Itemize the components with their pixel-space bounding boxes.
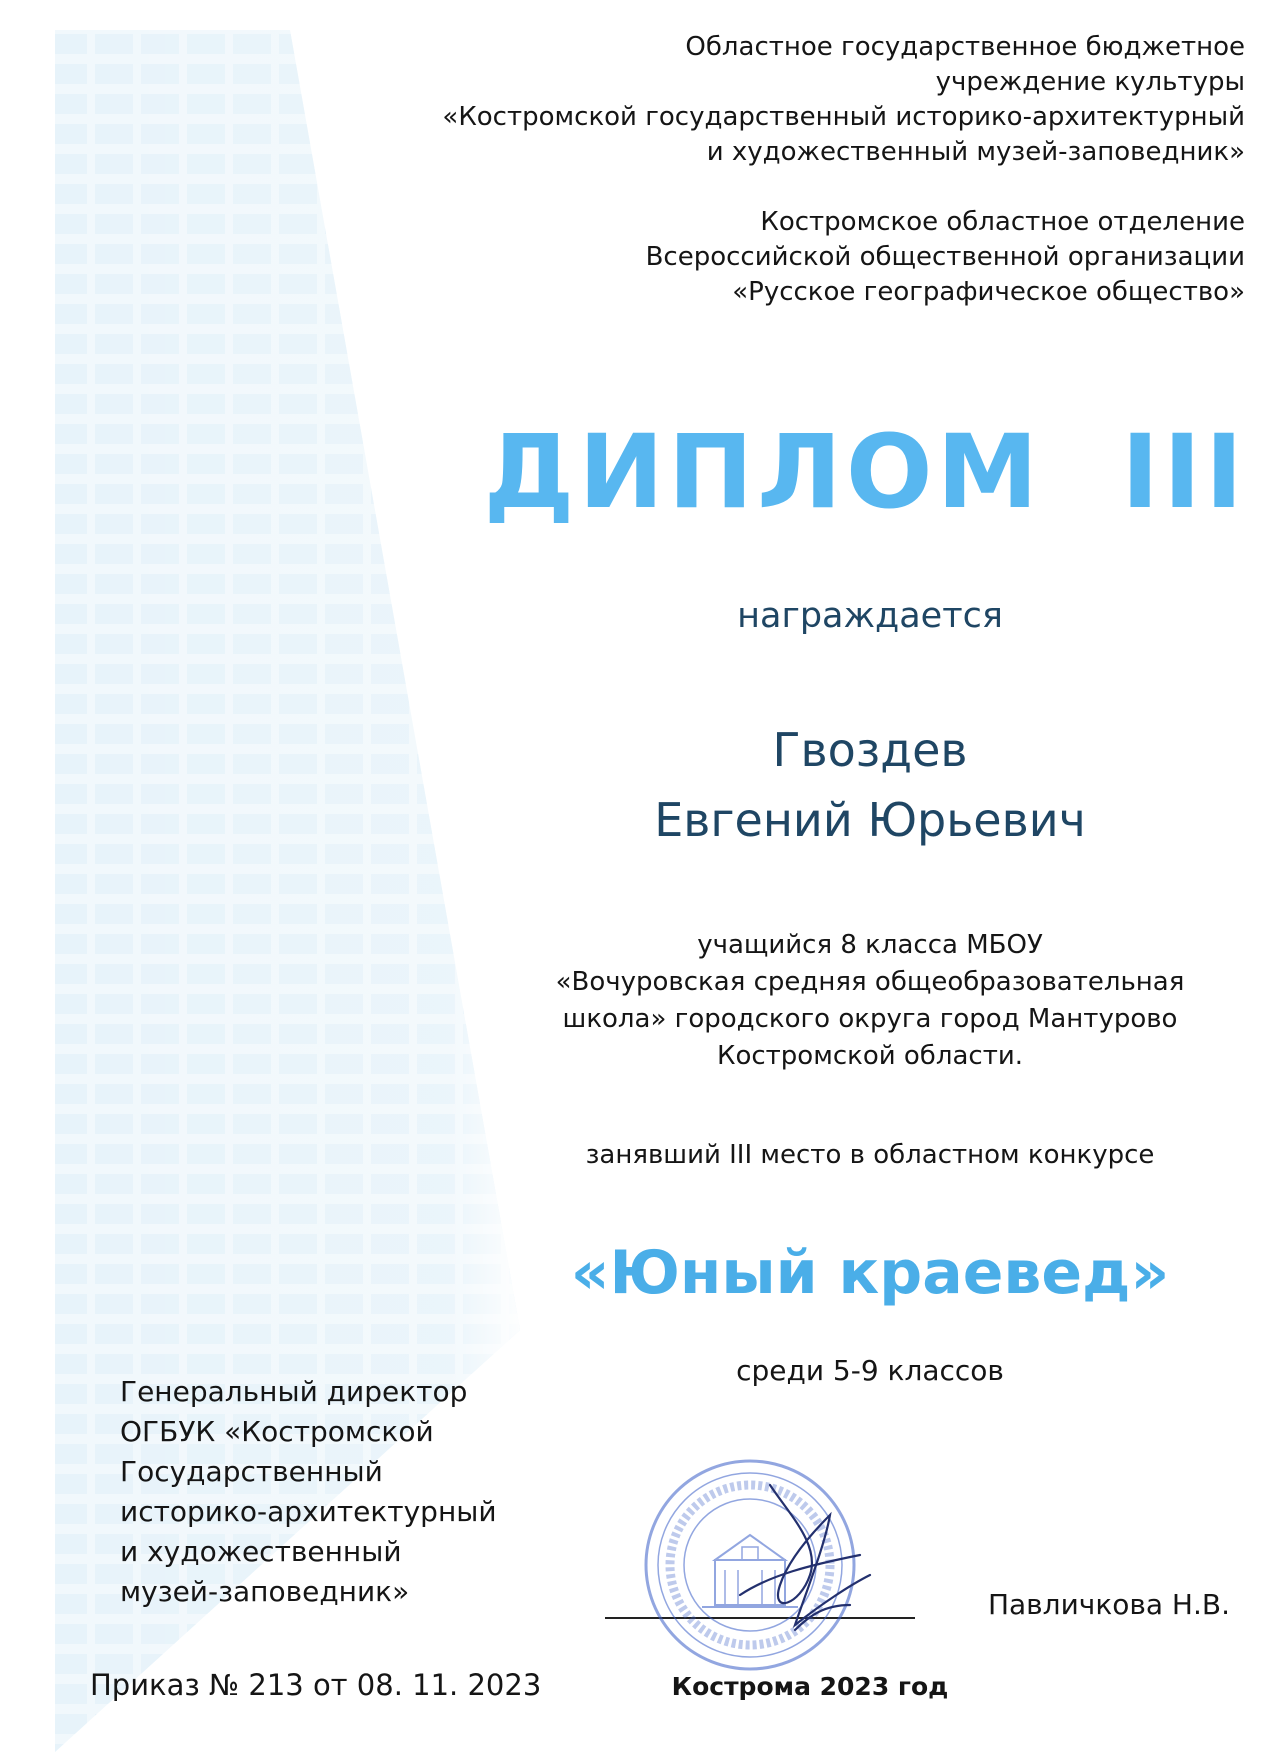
recipient-given-names: Евгений Юрьевич [654, 793, 1086, 847]
issuer-museum [442, 30, 1245, 170]
description-line: «Вочуровская средняя общеобразовательная [555, 967, 1185, 997]
description-line: учащийся 8 класса МБОУ [697, 930, 1043, 960]
director-line: ОГБУК «Костромской [120, 1415, 434, 1448]
contest-name: «Юный краевед» [570, 1238, 1170, 1308]
director-line: историко-архитектурный [120, 1495, 497, 1528]
signer-name: Павличкова Н.В. [987, 1588, 1230, 1621]
issuer-society-line: «Русское географическое общество» [732, 277, 1245, 307]
issuer-society-line: Всероссийской общественной организации [645, 242, 1245, 272]
awarded-label: награждается [737, 596, 1003, 636]
description-line: школа» городского округа город Мантурово [562, 1004, 1178, 1034]
recipient-description [520, 927, 1220, 1075]
issuer-society-line: Костромское областное отделение [760, 207, 1245, 237]
recipient-surname: Гвоздев [772, 723, 968, 777]
issuer-society [646, 205, 1245, 310]
city-year: Кострома 2023 год [671, 1672, 949, 1701]
description-line: Костромской области. [717, 1041, 1023, 1071]
issuer-museum-line: учреждение культуры [935, 67, 1245, 97]
diploma-title: ДИПЛОМ III [483, 413, 1247, 532]
director-line: музей-заповедник» [120, 1575, 410, 1608]
director-title [120, 1372, 497, 1612]
grades-text: среди 5-9 классов [736, 1354, 1004, 1387]
director-line: Генеральный директор [120, 1375, 468, 1408]
issuer-museum-line: и художественный музей-заповедник» [706, 137, 1245, 167]
director-line: Государственный [120, 1455, 383, 1488]
official-stamp-icon [620, 1455, 980, 1685]
director-line: и художественный [120, 1535, 402, 1568]
place-text: занявший III место в областном конкурсе [585, 1140, 1155, 1170]
issuer-museum-line: Областное государственное бюджетное [685, 32, 1245, 62]
order-number: Приказ № 213 от 08. 11. 2023 [90, 1668, 542, 1702]
issuer-museum-line: «Костромской государственный историко-архитектурный [442, 102, 1245, 132]
